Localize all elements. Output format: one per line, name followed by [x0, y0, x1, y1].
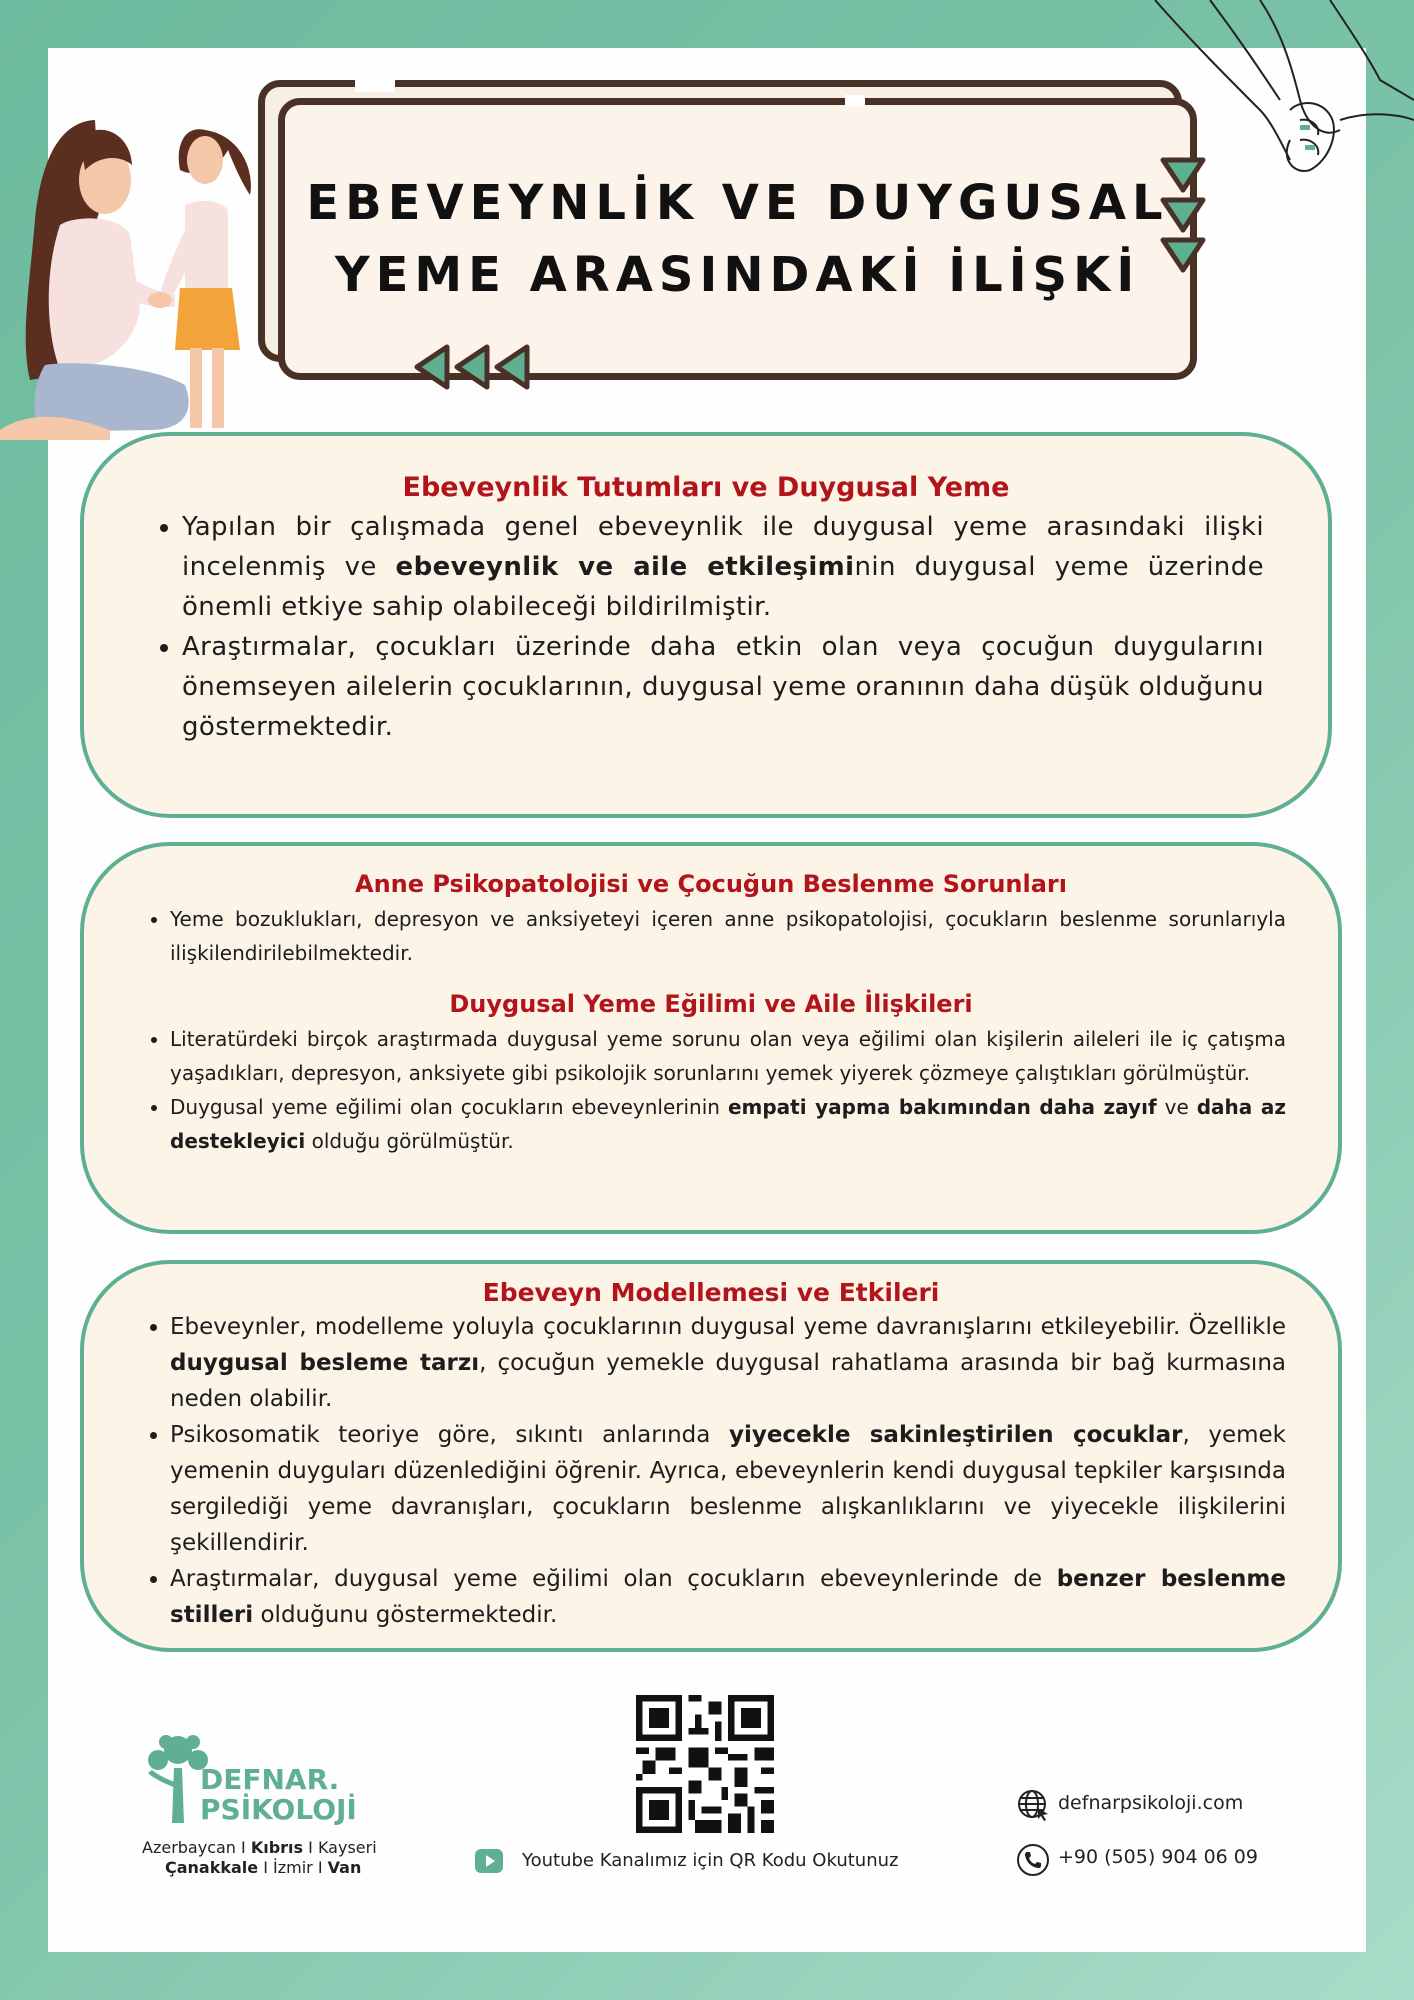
bullet-list: [148, 507, 1264, 747]
mother-child-illustration: [0, 110, 300, 450]
section-title: Ebeveyn Modellemesi ve Etkileri: [482, 1278, 940, 1307]
qr-code[interactable]: [636, 1695, 774, 1833]
section-subtitle: Duygusal Yeme Eğilimi ve Aile İlişkileri: [449, 990, 973, 1018]
page-title: EBEVEYNLİK VE DUYGUSAL YEME ARASINDAKİ İLİŞKİ: [306, 175, 1169, 303]
title-banner: [278, 98, 1197, 380]
list-item: • Ebeveynler, modelleme yoluyla çocuklarının duygusal yeme davranışlarını etkileyebilir. Özellikle duygusal besleme tarzı, çocuğun yemekle duygusal rahatlama arasında bir bağ kurmasına neden olabilir.: [170, 1309, 1286, 1417]
list-item: • Araştırmalar, çocukları üzerinde daha etkin olan veya çocuğun duygularını önemseyen ailelerin çocuklarının, duygusal yeme oranının daha düşük olduğunu göstermektedir.: [182, 627, 1264, 747]
logo-text: DEFNAR. PSİKOLOJİ: [200, 1763, 357, 1826]
banner-tab: [355, 80, 395, 92]
list-item: • Yapılan bir çalışmada genel ebeveynlik ile duygusal yeme arasındaki ilişki incelenmiş ve ebeveynlik ve aile etkileşiminin duygusal yeme üzerinde önemli etkiye sahip olabileceği bildirilmiştir.: [182, 507, 1264, 627]
list-item: • Duygusal yeme eğilimi olan çocukların ebeveynlerinin empati yapma bakımından daha zayıf ve daha az destekleyici olduğu görülmüştür.: [170, 1090, 1286, 1158]
list-item: • Araştırmalar, duygusal yeme eğilimi olan çocukların ebeveynlerinde de benzer beslenme stilleri olduğunu göstermektedir.: [170, 1561, 1286, 1633]
bullet-list: [136, 1022, 1286, 1158]
section-mother-psychopathology: [80, 842, 1342, 1234]
section-parent-modeling: [80, 1260, 1342, 1652]
list-item: • Psikosomatik teoriye göre, sıkıntı anlarında yiyecekle sakinleştirilen çocuklar, yemek yemenin duyguları düzenlediğini öğrenir. Ayrıca, ebeveynlerin kendi duygusal tepkiler karşısında sergilediği yeme davranışları, çocukların beslenme alışkanlıklarını ve yiyecekle ilişkilerini şekillendirir.: [170, 1417, 1286, 1561]
section-parenting-attitudes: [80, 432, 1332, 818]
cities-line-1: Azerbaycan I Kıbrıs I Kayseri: [142, 1838, 377, 1857]
list-item: • Literatürdeki birçok araştırmada duygusal yeme sorunu olan veya eğilimi olan kişilerin aileleri ile iç çatışma yaşadıkları, depresyon, anksiyete gibi psikolojik sorunlarını yemek yiyerek çözmeye çalıştıkları görülmüştür.: [170, 1022, 1286, 1090]
youtube-icon[interactable]: [474, 1846, 504, 1876]
section-title: Anne Psikopatolojisi ve Çocuğun Beslenme Sorunları: [355, 870, 1067, 898]
triangle-left-decoration: [412, 342, 552, 392]
website-link[interactable]: defnarpsikoloji.com: [1058, 1792, 1244, 1814]
cities-line-2: Çanakkale I İzmir I Van: [165, 1858, 362, 1877]
triangle-down-decoration: [1158, 155, 1208, 285]
bullet-list: [136, 902, 1286, 970]
phone-icon: [1016, 1843, 1050, 1877]
banner-tab: [845, 95, 865, 107]
globe-icon: [1016, 1788, 1050, 1822]
phone-number[interactable]: +90 (505) 904 06 09: [1058, 1846, 1258, 1868]
list-item: • Yeme bozuklukları, depresyon ve anksiyeteyi içeren anne psikopatolojisi, çocukların beslenme sorunlarıyla ilişkilendirilebilmektedir.: [170, 902, 1286, 970]
qr-caption: Youtube Kanalımız için QR Kodu Okutunuz: [522, 1850, 899, 1871]
section-title: Ebeveynlik Tutumları ve Duygusal Yeme: [402, 472, 1010, 503]
bullet-list: [136, 1309, 1286, 1633]
